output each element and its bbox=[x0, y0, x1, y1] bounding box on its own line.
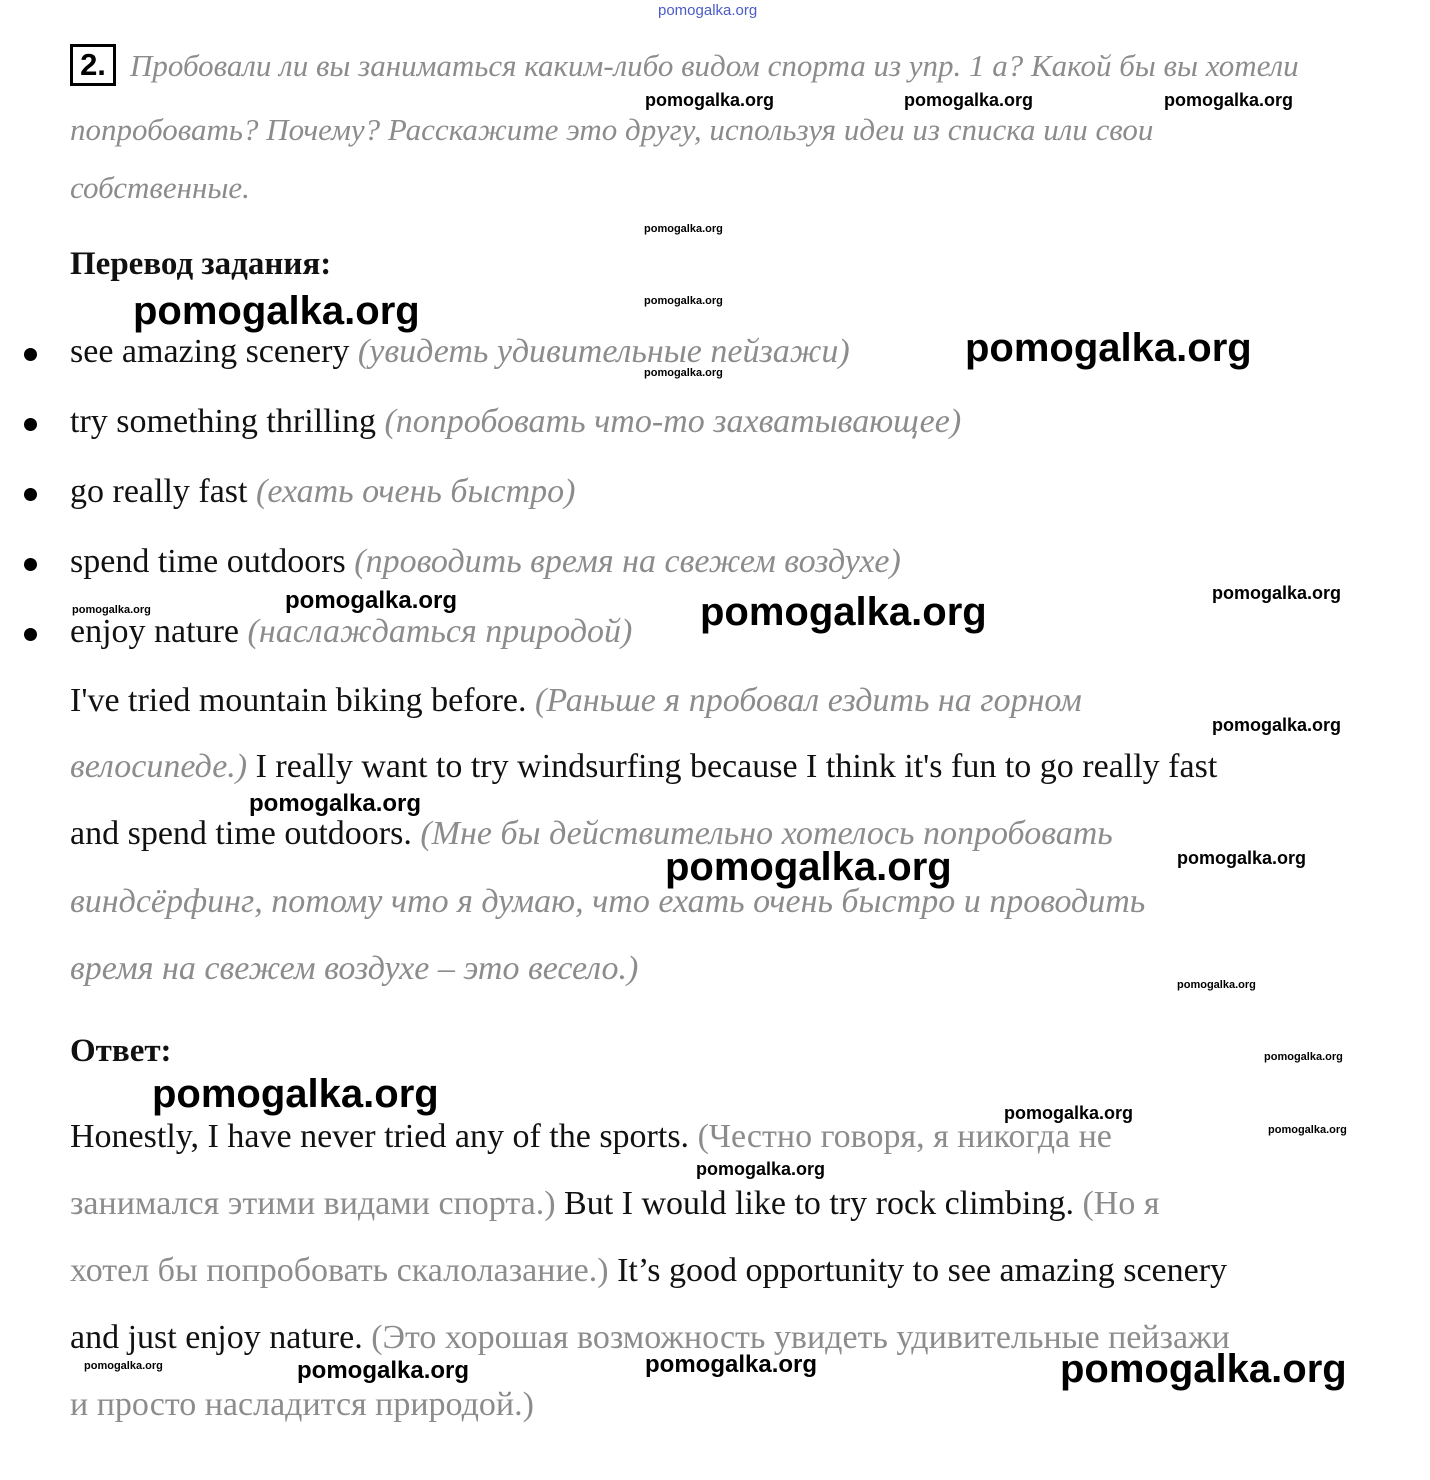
translation-heading: Перевод задания: bbox=[70, 246, 332, 282]
example-line-3 bbox=[70, 815, 1113, 853]
watermark: pomogalka.org bbox=[1264, 1051, 1343, 1063]
watermark: pomogalka.org bbox=[644, 223, 723, 235]
idea-en: see amazing scenery bbox=[70, 333, 350, 370]
watermark: pomogalka.org bbox=[249, 790, 422, 817]
watermark: pomogalka.org bbox=[965, 326, 1252, 370]
list-item bbox=[70, 473, 576, 511]
task-number: 2. bbox=[70, 44, 116, 86]
watermark-top: pomogalka.org bbox=[658, 2, 758, 19]
example-ru: (Раньше я пробовал ездить на горном bbox=[535, 682, 1082, 719]
watermark: pomogalka.org bbox=[1177, 979, 1256, 991]
idea-ru: (проводить время на свежем воздухе) bbox=[354, 543, 901, 580]
list-item bbox=[70, 543, 901, 581]
answer-ru: занимался этими видами спорта.) bbox=[70, 1185, 556, 1222]
example-line-5 bbox=[70, 950, 638, 988]
list-item bbox=[70, 613, 632, 651]
example-ru: время на свежем воздухе – это весело.) bbox=[70, 950, 639, 987]
answer-ru: и просто насладится природой.) bbox=[70, 1386, 534, 1423]
example-en: and spend time outdoors. bbox=[70, 815, 412, 852]
bullet-icon bbox=[24, 418, 37, 431]
example-en: I've tried mountain biking before. bbox=[70, 682, 527, 719]
watermark: pomogalka.org bbox=[644, 295, 723, 307]
example-line-4 bbox=[70, 883, 1145, 921]
answer-line-2 bbox=[70, 1185, 1159, 1223]
watermark: pomogalka.org bbox=[152, 1072, 439, 1116]
answer-line-3 bbox=[70, 1252, 1227, 1290]
idea-en: enjoy nature bbox=[70, 613, 239, 650]
task-text-line-2: попробовать? Почему? Расскажите это другу, используя идеи из списка или свои bbox=[70, 112, 1154, 147]
idea-ru: (наслаждаться природой) bbox=[247, 613, 633, 650]
bullet-icon bbox=[24, 558, 37, 571]
watermark: pomogalka.org bbox=[645, 1351, 818, 1378]
watermark: pomogalka.org bbox=[1060, 1347, 1347, 1391]
bullet-icon bbox=[24, 628, 37, 641]
task-text-line-3: собственные. bbox=[70, 170, 250, 205]
answer-en: But I would like to try rock climbing. bbox=[564, 1185, 1074, 1222]
answer-heading: Ответ: bbox=[70, 1033, 172, 1069]
watermark: pomogalka.org bbox=[645, 90, 775, 110]
idea-en: try something thrilling bbox=[70, 403, 376, 440]
watermark: pomogalka.org bbox=[133, 289, 420, 333]
watermark: pomogalka.org bbox=[297, 1357, 470, 1384]
watermark: pomogalka.org bbox=[904, 90, 1034, 110]
answer-ru: (Но я bbox=[1082, 1185, 1160, 1222]
list-item bbox=[70, 403, 961, 441]
bullet-icon bbox=[24, 348, 37, 361]
watermark: pomogalka.org bbox=[1164, 90, 1294, 110]
watermark: pomogalka.org bbox=[1004, 1103, 1134, 1123]
answer-line-5 bbox=[70, 1386, 534, 1424]
answer-ru: хотел бы попробовать скалолазание.) bbox=[70, 1252, 609, 1289]
example-line-1 bbox=[70, 682, 1082, 720]
idea-en: go really fast bbox=[70, 473, 248, 510]
bullet-icon bbox=[24, 488, 37, 501]
answer-en: It’s good opportunity to see amazing scenery bbox=[617, 1252, 1228, 1289]
example-ru: (Мне бы действительно хотелось попробовать bbox=[420, 815, 1113, 852]
idea-en: spend time outdoors bbox=[70, 543, 346, 580]
watermark: pomogalka.org bbox=[700, 590, 987, 634]
watermark: pomogalka.org bbox=[644, 367, 723, 379]
watermark: pomogalka.org bbox=[1177, 848, 1307, 868]
example-en: I really want to try windsurfing because I think it's fun to go really fast bbox=[255, 748, 1218, 785]
task-text-line-1: Пробовали ли вы заниматься каким-либо видом спорта из упр. 1 а? Какой бы вы хотели bbox=[130, 48, 1299, 83]
watermark: pomogalka.org bbox=[1212, 583, 1342, 603]
answer-line-1 bbox=[70, 1118, 1112, 1156]
example-ru: виндсёрфинг, потому что я думаю, что ехать очень быстро и проводить bbox=[70, 883, 1146, 920]
watermark: pomogalka.org bbox=[285, 587, 458, 614]
watermark: pomogalka.org bbox=[1268, 1124, 1347, 1136]
idea-ru: (увидеть удивительные пейзажи) bbox=[357, 333, 850, 370]
answer-en: and just enjoy nature. bbox=[70, 1319, 363, 1356]
example-ru: велосипеде.) bbox=[70, 748, 248, 785]
answer-en: Honestly, I have never tried any of the sports. bbox=[70, 1118, 690, 1155]
watermark: pomogalka.org bbox=[1212, 715, 1342, 735]
watermark: pomogalka.org bbox=[72, 604, 151, 616]
watermark: pomogalka.org bbox=[84, 1360, 163, 1372]
list-item bbox=[70, 333, 850, 371]
idea-ru: (попробовать что-то захватывающее) bbox=[384, 403, 962, 440]
example-line-2 bbox=[70, 748, 1217, 786]
answer-ru: (Честно говоря, я никогда не bbox=[697, 1118, 1112, 1155]
answer-ru: (Это хорошая возможность увидеть удивительные пейзажи bbox=[371, 1319, 1230, 1356]
watermark: pomogalka.org bbox=[696, 1159, 826, 1179]
idea-ru: (ехать очень быстро) bbox=[256, 473, 576, 510]
watermark: pomogalka.org bbox=[665, 845, 952, 889]
